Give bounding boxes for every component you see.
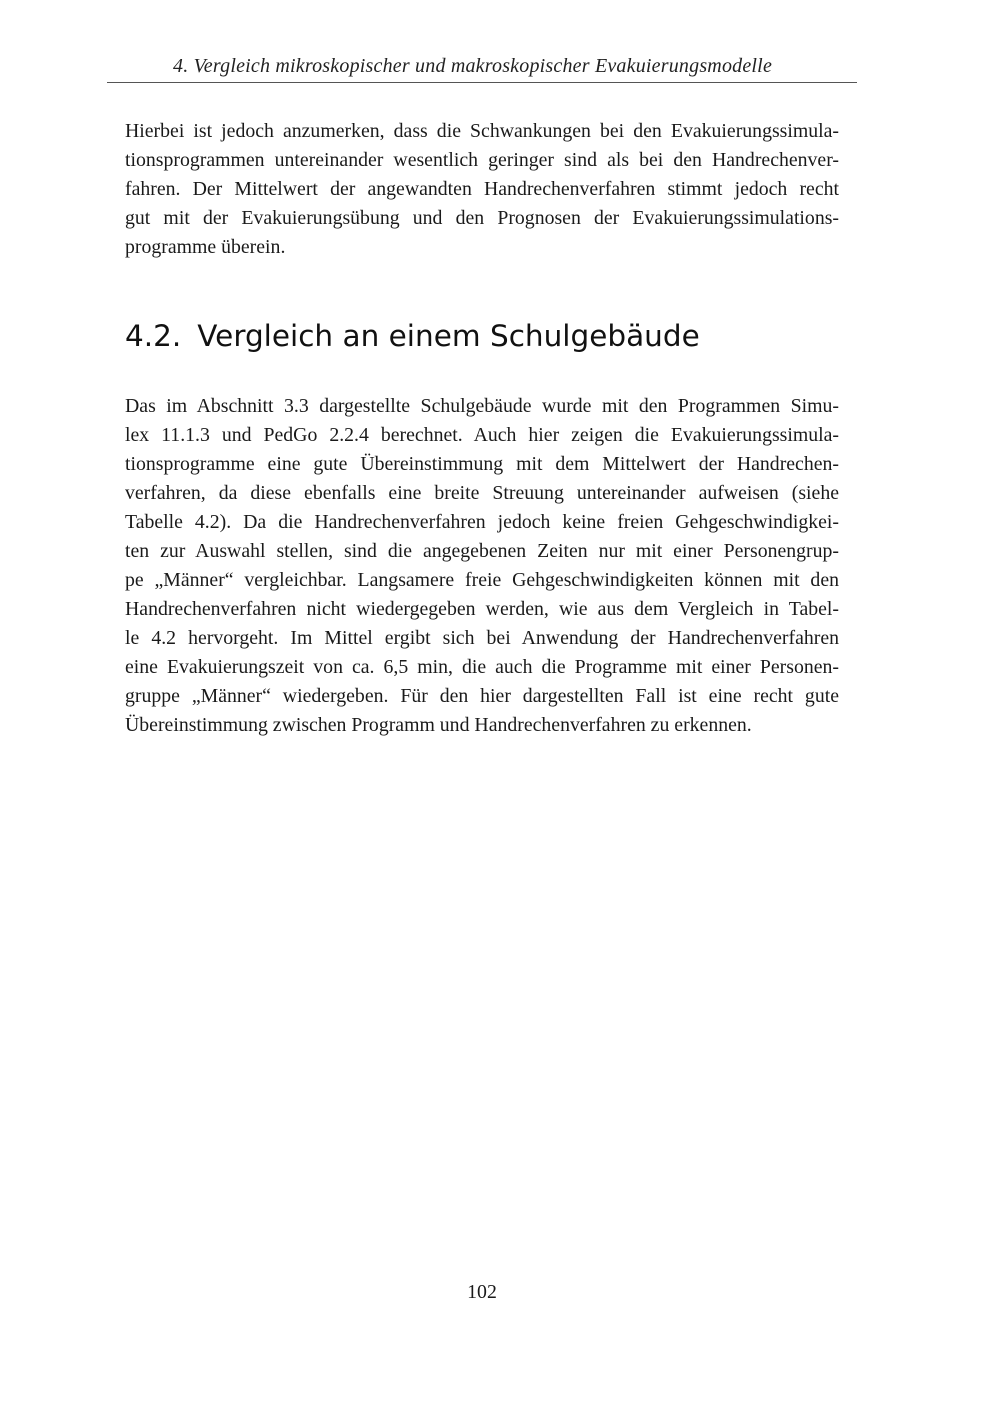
- paragraph-1-line: fahren. Der Mittelwert der angewandten Handrechenverfahren stimmt jedoch recht: [125, 178, 839, 200]
- paragraph-2-line: Tabelle 4.2). Da die Handrechenverfahren jedoch keine freien Gehgeschwindigkei-: [125, 511, 839, 533]
- page-number: 102: [467, 1281, 497, 1303]
- paragraph-2-line: gruppe „Männer“ wiedergeben. Für den hier dargestellten Fall ist eine recht gute: [125, 685, 839, 707]
- paragraph-2-line: pe „Männer“ vergleichbar. Langsamere freie Gehgeschwindigkeiten können mit den: [125, 569, 839, 591]
- section-number: 4.2.: [125, 319, 182, 353]
- paragraph-2-line: Das im Abschnitt 3.3 dargestellte Schulgebäude wurde mit den Programmen Simu-: [125, 395, 839, 417]
- section-heading: [125, 314, 700, 358]
- running-header: [107, 50, 857, 83]
- section-title: Vergleich an einem Schulgebäude: [197, 319, 700, 353]
- paragraph-1-line: tionsprogrammen untereinander wesentlich geringer sind als bei den Handrechenver-: [125, 149, 839, 171]
- paragraph-1-line: gut mit der Evakuierungsübung und den Prognosen der Evakuierungssimulations-: [125, 207, 839, 229]
- running-header-title: 4. Vergleich mikroskopischer und makroskopischer Evakuierungsmodelle: [173, 55, 773, 77]
- paragraph-2-line: ten zur Auswahl stellen, sind die angegebenen Zeiten nur mit einer Personengrup-: [125, 540, 839, 562]
- paragraph-2-line: eine Evakuierungszeit von ca. 6,5 min, die auch die Programme mit einer Personen-: [125, 656, 839, 678]
- paragraph-1-line: Hierbei ist jedoch anzumerken, dass die Schwankungen bei den Evakuierungssimula-: [125, 120, 839, 142]
- paragraph-2-line: le 4.2 hervorgeht. Im Mittel ergibt sich bei Anwendung der Handrechenverfahren: [125, 627, 839, 649]
- paragraph-2-line: Handrechenverfahren nicht wiedergegeben werden, wie aus dem Vergleich in Tabel-: [125, 598, 839, 620]
- paragraph-1-line: programme überein.: [125, 236, 286, 258]
- paragraph-2-line: tionsprogramme eine gute Übereinstimmung mit dem Mittelwert der Handrechen-: [125, 453, 839, 475]
- paragraph-2-line: verfahren, da diese ebenfalls eine breite Streuung untereinander aufweisen (siehe: [125, 482, 839, 504]
- paragraph-2-line: Übereinstimmung zwischen Programm und Handrechenverfahren zu erkennen.: [125, 714, 752, 736]
- paragraph-2-line: lex 11.1.3 und PedGo 2.2.4 berechnet. Auch hier zeigen die Evakuierungssimula-: [125, 424, 839, 446]
